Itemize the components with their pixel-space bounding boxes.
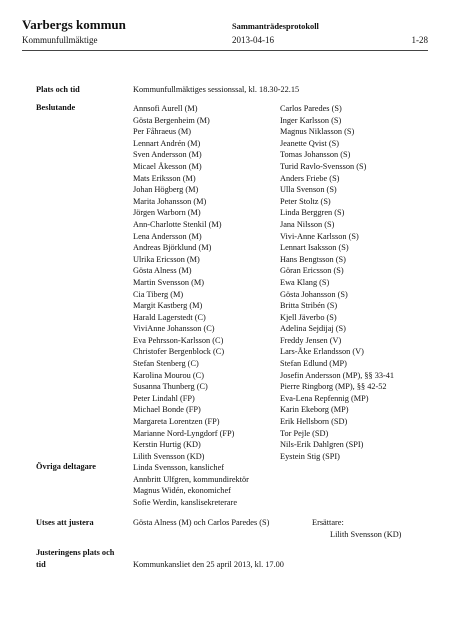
decision-maker-entry: Cia Tiberg (M)	[133, 289, 184, 299]
decision-maker-entry: Pierre Ringborg (MP), §§ 42-52	[280, 382, 387, 392]
decision-maker-entry: ViviAnne Johansson (C)	[133, 324, 215, 334]
decision-maker-entry: Nils-Erik Dahlgren (SPI)	[280, 440, 364, 450]
decision-maker-entry: Hans Bengtsson (S)	[280, 254, 346, 264]
decision-maker-entry: Freddy Jensen (V)	[280, 335, 342, 345]
decision-maker-entry: Stefan Stenberg (C)	[133, 359, 199, 369]
participant-entry: Linda Svensson, kanslichef	[133, 463, 225, 472]
participant-entry: Annbritt Ulfgren, kommundirektör	[133, 474, 249, 484]
decision-maker-entry: Per Fåhraeus (M)	[133, 127, 192, 137]
meeting-date: 2013-04-16	[232, 35, 274, 45]
decision-maker-entry: Vivi-Anne Karlsson (S)	[280, 231, 359, 241]
decision-maker-entry: Göran Ericsson (S)	[280, 266, 344, 276]
decision-maker-entry: Tomas Johansson (S)	[280, 150, 351, 160]
page-range: 1-28	[411, 35, 428, 45]
decision-maker-entry: Adelina Sejdijaj (S)	[280, 324, 346, 334]
decision-maker-entry: Gösta Alness (M)	[133, 266, 192, 276]
decision-maker-entry: Karolina Mourou (C)	[133, 370, 204, 380]
decision-maker-entry: Peter Stoltz (S)	[280, 196, 331, 206]
substitute-value: Lilith Svensson (KD)	[330, 530, 402, 539]
adjustment-place-value: Kommunkansliet den 25 april 2013, kl. 17.00	[133, 560, 284, 569]
decision-makers-right-column	[280, 103, 394, 462]
decision-maker-entry: Micael Åkesson (M)	[133, 161, 202, 171]
decision-maker-entry: Ulla Svenson (S)	[280, 185, 337, 195]
decision-maker-entry: Magnus Niklasson (S)	[280, 127, 355, 137]
decision-maker-entry: Jeanette Qvist (S)	[280, 138, 339, 148]
decision-maker-entry: Annsofi Aurell (M)	[133, 104, 198, 113]
decision-maker-entry: Britta Stribén (S)	[280, 301, 338, 311]
decision-maker-entry: Susanna Thunberg (C)	[133, 382, 208, 392]
decision-makers-label: Beslutande	[36, 103, 76, 112]
decision-maker-entry: Anders Friebe (S)	[280, 173, 340, 183]
decision-maker-entry: Martin Svensson (M)	[133, 277, 204, 287]
decision-maker-entry: Karin Ekeborg (MP)	[280, 405, 349, 415]
decision-maker-entry: Christofer Bergenblock (C)	[133, 347, 225, 357]
decision-maker-entry: Linda Berggren (S)	[280, 208, 345, 218]
decision-maker-entry: Michael Bonde (FP)	[133, 405, 201, 415]
decision-maker-entry: Inger Karlsson (S)	[280, 115, 342, 125]
body-name: Kommunfullmäktige	[22, 35, 98, 45]
decision-maker-entry: Turid Ravlo-Svensson (S)	[280, 161, 367, 171]
header-divider	[22, 50, 428, 51]
decision-maker-entry: Eystein Stig (SPI)	[280, 451, 340, 461]
place-label: Plats och tid	[36, 85, 80, 94]
participant-entry: Sofie Werdin, kanslisekreterare	[133, 497, 238, 507]
other-participants-list	[133, 462, 249, 508]
decision-maker-entry: Jana Nilsson (S)	[280, 219, 335, 229]
decision-maker-entry: Eva Pehrsson-Karlsson (C)	[133, 335, 224, 345]
decision-maker-entry: Ewa Klang (S)	[280, 277, 330, 287]
decision-maker-entry: Ulrika Ericsson (M)	[133, 254, 200, 264]
decision-maker-entry: Josefin Andersson (MP), §§ 33-41	[280, 370, 395, 380]
decision-maker-entry: Gösta Johansson (S)	[280, 289, 348, 299]
decision-maker-entry: Eva-Lena Repfennig (MP)	[280, 393, 369, 403]
decision-maker-entry: Carlos Paredes (S)	[280, 104, 342, 113]
decision-maker-entry: Lennart Isaksson (S)	[280, 243, 349, 253]
decision-maker-entry: Lena Andersson (M)	[133, 231, 202, 241]
adjusters-value: Gösta Alness (M) och Carlos Paredes (S)	[133, 518, 270, 527]
decision-maker-entry: Gösta Bergenheim (M)	[133, 115, 210, 125]
decision-maker-entry: Stefan Edlund (MP)	[280, 359, 347, 369]
document-type: Sammanträdesprotokoll	[232, 22, 319, 31]
decision-maker-entry: Erik Hellsborn (SD)	[280, 417, 348, 427]
other-participants-label: Övriga deltagare	[36, 462, 96, 471]
decision-maker-entry: Ann-Charlotte Stenkil (M)	[133, 219, 222, 229]
adjusters-label: Utses att justera	[36, 518, 94, 527]
decision-maker-entry: Lars-Åke Erlandsson (V)	[280, 347, 364, 357]
decision-maker-entry: Margit Kastberg (M)	[133, 301, 203, 311]
decision-maker-entry: Kerstin Hurtig (KD)	[133, 440, 201, 450]
place-value: Kommunfullmäktiges sessionssal, kl. 18.30-22.15	[133, 85, 300, 94]
substitute-label: Ersättare:	[312, 518, 344, 527]
decision-maker-entry: Jörgen Warborn (M)	[133, 208, 201, 218]
decision-maker-entry: Sven Andersson (M)	[133, 150, 202, 160]
decision-maker-entry: Kjell Jäverbo (S)	[280, 312, 337, 322]
decision-maker-entry: Johan Högberg (M)	[133, 185, 199, 195]
organization-name: Varbergs kommun	[22, 17, 126, 32]
decision-maker-entry: Mats Eriksson (M)	[133, 173, 196, 183]
decision-maker-entry: Tor Pejle (SD)	[280, 428, 329, 438]
decision-makers-left-column	[133, 103, 234, 462]
decision-maker-entry: Margareta Lorentzen (FP)	[133, 417, 220, 427]
adjustment-place-label-line2: tid	[36, 560, 46, 569]
decision-maker-entry: Lilith Svensson (KD)	[133, 451, 205, 461]
decision-maker-entry: Marianne Nord-Lyngdorf (FP)	[133, 428, 235, 438]
decision-maker-entry: Harald Lagerstedt (C)	[133, 312, 206, 322]
decision-maker-entry: Marita Johansson (M)	[133, 196, 207, 206]
decision-maker-entry: Andreas Björklund (M)	[133, 243, 212, 253]
decision-maker-entry: Peter Lindahl (FP)	[133, 393, 195, 403]
decision-maker-entry: Lennart Andrén (M)	[133, 138, 201, 148]
participant-entry: Magnus Widén, ekonomichef	[133, 486, 231, 496]
adjustment-place-label-line1: Justeringens plats och	[36, 548, 115, 557]
